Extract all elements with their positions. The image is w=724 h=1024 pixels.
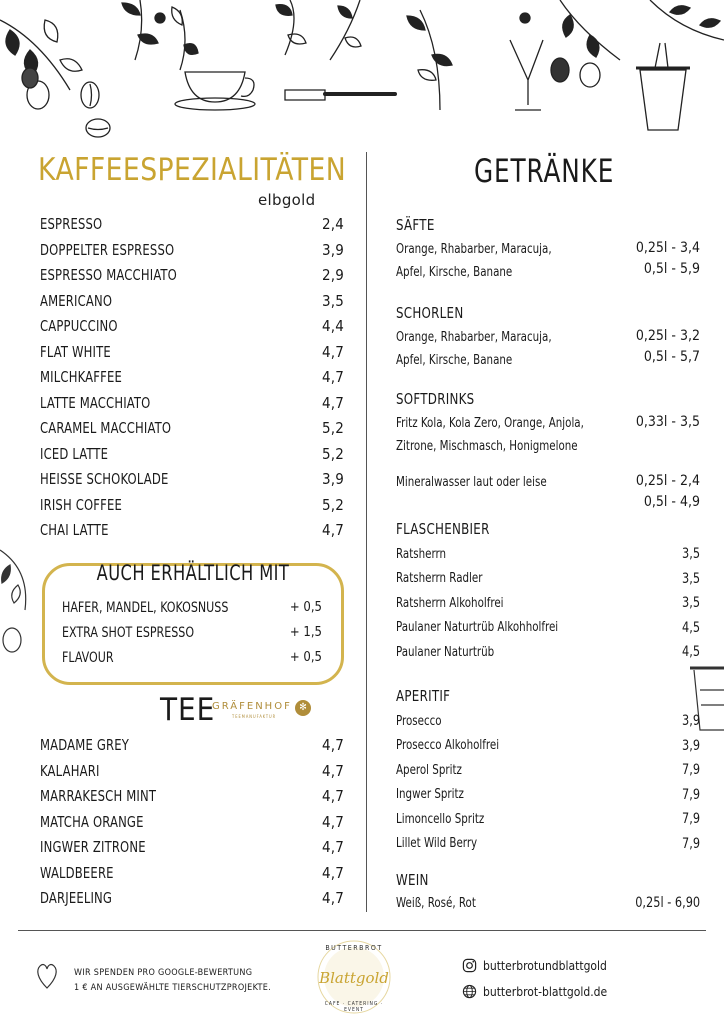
menu-item xyxy=(40,889,344,915)
item-price: 2,4 xyxy=(321,215,344,233)
price: 0,25l - 6,90 xyxy=(635,895,700,911)
menu-item xyxy=(40,762,344,788)
item-price: 3,5 xyxy=(681,570,700,587)
item-name: Prosecco xyxy=(396,713,442,729)
item-name: ICED LATTE xyxy=(40,444,109,463)
leaf-illustration-left xyxy=(0,540,40,660)
item-name: ESPRESSO MACCHIATO xyxy=(40,266,177,284)
instagram-icon xyxy=(462,958,477,973)
tea-title: TEE xyxy=(160,692,216,728)
item-price: 4,7 xyxy=(321,787,344,805)
item-name: MARRAKESCH MINT xyxy=(40,787,157,805)
item-price: 4,7 xyxy=(321,521,344,539)
addon-item xyxy=(62,600,322,625)
item-name: WALDBEERE xyxy=(40,863,114,882)
section-schorlen xyxy=(396,304,700,372)
item-name: HAFER, MANDEL, KOKOSNUSS xyxy=(62,600,229,616)
item-price: 5,2 xyxy=(321,495,344,514)
section-flaschenbier xyxy=(396,520,700,665)
menu-item xyxy=(40,266,344,292)
menu-item xyxy=(40,215,344,241)
menu-item xyxy=(40,736,344,762)
item-name: Paulaner Naturtrüb xyxy=(396,644,495,660)
item-name: CAPPUCCINO xyxy=(40,317,118,335)
item-name: Ratsherrn Radler xyxy=(396,571,483,587)
drink-item xyxy=(396,591,700,616)
menu-item xyxy=(40,813,344,839)
menu-item xyxy=(40,445,344,471)
menu-item xyxy=(40,419,344,445)
item-name: Limoncello Spritz xyxy=(396,811,485,827)
drink-item xyxy=(396,734,700,759)
wine-types: Weiß, Rosé, Rot xyxy=(396,895,476,911)
item-price: 7,9 xyxy=(681,811,700,828)
section-heading: APERITIF xyxy=(396,687,451,705)
instagram-link[interactable] xyxy=(462,958,607,973)
menu-item xyxy=(40,838,344,864)
item-price: 4,4 xyxy=(321,317,344,335)
item-price: 3,5 xyxy=(681,546,700,563)
juice-flavours-line1: Orange, Rhabarber, Maracuja, xyxy=(396,242,552,257)
item-price: 3,9 xyxy=(681,737,700,754)
menu-item xyxy=(40,787,344,813)
tea-brand-subtitle: TEEMANUFAKTUR xyxy=(232,714,277,719)
item-price: 3,9 xyxy=(681,713,700,730)
price: 0,25l - 2,4 xyxy=(635,473,700,489)
menu-item xyxy=(40,394,344,420)
item-price: 4,7 xyxy=(321,736,344,754)
schorle-flavours-line2: Apfel, Kirsche, Banane xyxy=(396,353,513,368)
donation-note: WIR SPENDEN PRO GOOGLE-BEWERTUNG 1 € AN AUSGEWÄHLTE TIERSCHUTZPROJEKTE. xyxy=(74,968,272,993)
section-softdrinks xyxy=(396,390,700,513)
item-price: 4,5 xyxy=(681,619,700,636)
price: 0,5l - 4,9 xyxy=(643,494,700,510)
menu-item xyxy=(40,317,344,343)
juice-flavours-line2: Apfel, Kirsche, Banane xyxy=(396,265,513,280)
item-name: INGWER ZITRONE xyxy=(40,838,146,856)
menu-item xyxy=(40,241,344,267)
section-heading: SCHORLEN xyxy=(396,304,464,322)
tea-list xyxy=(40,736,344,915)
item-name: Ratsherrn xyxy=(396,546,447,562)
section-heading: SOFTDRINKS xyxy=(396,390,475,408)
column-divider xyxy=(366,152,367,912)
menu-item xyxy=(40,496,344,522)
item-name: MILCHKAFFEE xyxy=(40,368,122,386)
botanical-illustration xyxy=(0,0,724,140)
section-aperitif xyxy=(396,687,700,856)
item-price: 4,7 xyxy=(321,838,344,856)
price: 0,25l - 3,2 xyxy=(635,328,700,344)
item-price: 4,7 xyxy=(321,393,344,412)
item-name: IRISH COFFEE xyxy=(40,495,123,514)
item-name: KALAHARI xyxy=(40,761,100,780)
item-price: 4,7 xyxy=(321,863,344,882)
price: 0,5l - 5,9 xyxy=(643,261,700,277)
footer-divider xyxy=(18,930,706,931)
menu-item xyxy=(40,343,344,369)
section-heading: WEIN xyxy=(396,871,429,889)
coffee-brand-logo: elbgold xyxy=(258,191,316,209)
tea-brand-logo: GRÄFENHOF xyxy=(212,701,292,712)
drink-item xyxy=(396,758,700,783)
item-price: 3,9 xyxy=(321,240,344,259)
drink-item xyxy=(396,640,700,665)
globe-icon xyxy=(462,984,477,999)
addon-item xyxy=(62,650,322,675)
item-name: CHAI LATTE xyxy=(40,521,109,539)
drink-item xyxy=(396,709,700,734)
item-price: 7,9 xyxy=(681,835,700,852)
item-price: 5,2 xyxy=(321,444,344,463)
item-name: LATTE MACCHIATO xyxy=(40,393,151,412)
item-price: 7,9 xyxy=(681,762,700,779)
softdrinks-line2: Zitrone, Mischmasch, Honigmelone xyxy=(396,439,578,454)
item-price: 3,5 xyxy=(681,595,700,612)
item-name: MATCHA ORANGE xyxy=(40,812,144,831)
addon-list xyxy=(62,600,322,675)
drink-item xyxy=(396,832,700,857)
coffee-title: KAFFEESPEZIALITÄTEN xyxy=(38,152,347,188)
item-name: AMERICANO xyxy=(40,291,113,310)
mineral-water: Mineralwasser laut oder leise xyxy=(396,475,547,490)
addon-title: AUCH ERHÄLTLICH MIT xyxy=(96,561,290,585)
website-link[interactable] xyxy=(462,984,607,999)
item-price: 4,7 xyxy=(321,368,344,386)
website-url: butterbrot-blattgold.de xyxy=(483,984,608,999)
drink-item xyxy=(396,542,700,567)
instagram-handle: butterbrotundblattgold xyxy=(483,958,607,973)
drink-item xyxy=(396,807,700,832)
price: 0,33l - 3,5 xyxy=(635,414,700,430)
price: 0,25l - 3,4 xyxy=(635,240,700,256)
schorle-flavours-line1: Orange, Rhabarber, Maracuja, xyxy=(396,330,552,345)
addon-item xyxy=(62,625,322,650)
item-price: 5,2 xyxy=(321,419,344,437)
logo-text-script: Blattgold xyxy=(319,969,389,987)
item-name: CARAMEL MACCHIATO xyxy=(40,419,172,437)
item-price: + 0,5 xyxy=(289,600,322,615)
item-price: 3,9 xyxy=(321,470,344,488)
coffee-list xyxy=(40,215,344,547)
section-heading: FLASCHENBIER xyxy=(396,520,490,538)
item-name: ESPRESSO xyxy=(40,215,103,233)
item-name: FLAVOUR xyxy=(62,650,114,666)
item-price: + 1,5 xyxy=(289,625,322,640)
menu-item xyxy=(40,864,344,890)
item-name: Ratsherrn Alkoholfrei xyxy=(396,595,504,611)
price: 0,5l - 5,7 xyxy=(643,349,700,365)
item-name: Prosecco Alkoholfrei xyxy=(396,738,500,754)
section-wein xyxy=(396,871,700,913)
item-name: HEISSE SCHOKOLADE xyxy=(40,470,169,488)
menu-item xyxy=(40,521,344,547)
drink-item xyxy=(396,567,700,592)
heart-icon xyxy=(34,960,60,992)
item-name: Aperol Spritz xyxy=(396,762,462,778)
item-name: Paulaner Naturtrüb Alkohholfrei xyxy=(396,620,559,636)
item-name: MADAME GREY xyxy=(40,736,130,754)
drink-item xyxy=(396,616,700,641)
item-price: 3,5 xyxy=(321,291,344,310)
item-name: DOPPELTER ESPRESSO xyxy=(40,240,175,259)
item-name: Lillet Wild Berry xyxy=(396,836,478,852)
item-price: 2,9 xyxy=(321,266,344,284)
logo-text-top: BUTTERBROT xyxy=(325,944,383,952)
drink-item xyxy=(396,783,700,808)
section-heading: SÄFTE xyxy=(396,216,435,234)
item-name: DARJEELING xyxy=(40,889,113,907)
item-name: FLAT WHITE xyxy=(40,342,111,361)
section-saefte xyxy=(396,216,700,284)
item-price: 4,5 xyxy=(681,644,700,661)
item-price: 4,7 xyxy=(321,889,344,907)
logo-text-bottom: CAFE · CATERING · EVENT xyxy=(324,1001,384,1013)
menu-item xyxy=(40,470,344,496)
drinks-title: GETRÄNKE xyxy=(474,152,615,190)
softdrinks-line1: Fritz Kola, Kola Zero, Orange, Anjola, xyxy=(396,416,584,431)
item-price: 4,7 xyxy=(321,761,344,780)
item-price: + 0,5 xyxy=(289,650,322,665)
menu-item xyxy=(40,368,344,394)
item-name: EXTRA SHOT ESPRESSO xyxy=(62,625,195,641)
item-price: 7,9 xyxy=(681,786,700,803)
menu-item xyxy=(40,292,344,318)
item-price: 4,7 xyxy=(321,342,344,361)
item-price: 4,7 xyxy=(321,812,344,831)
item-name: Ingwer Spritz xyxy=(396,787,464,803)
tea-brand-icon: ✻ xyxy=(295,700,311,716)
